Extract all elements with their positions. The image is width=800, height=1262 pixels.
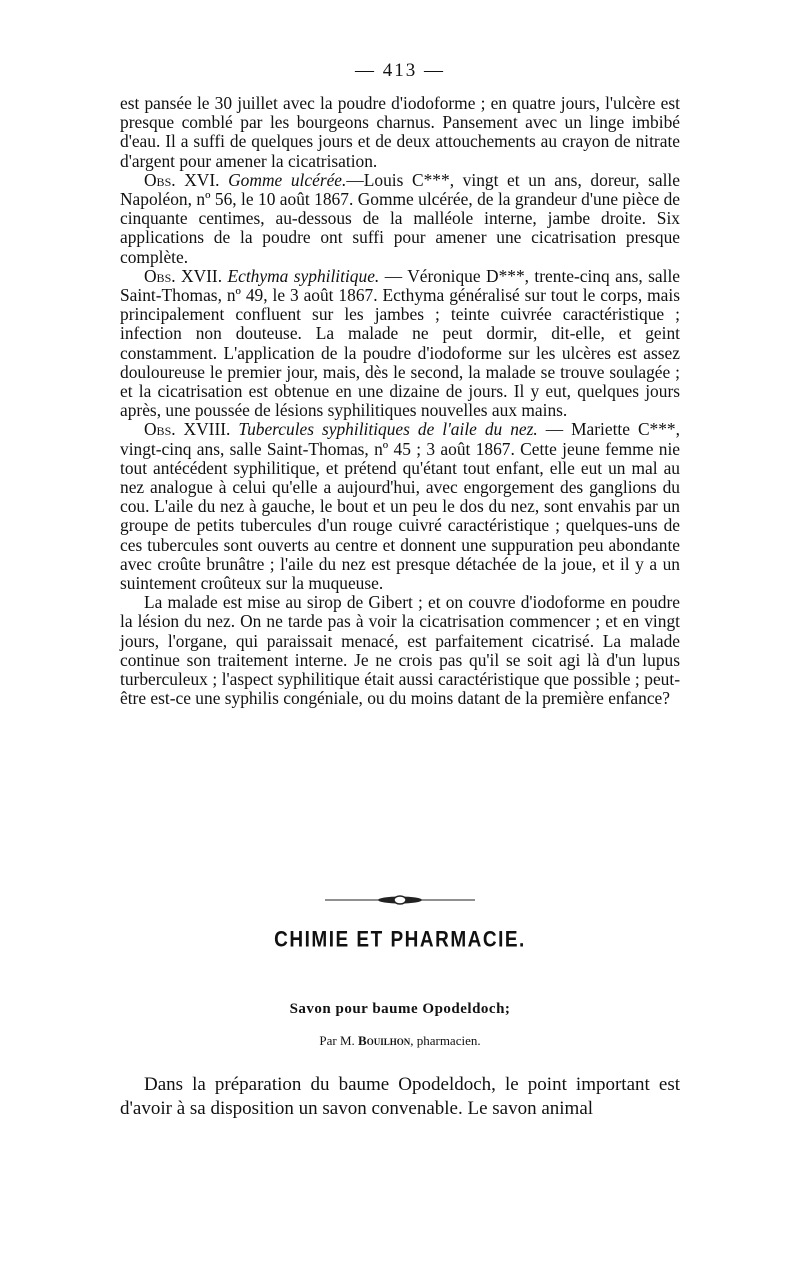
byline	[120, 1033, 680, 1049]
observation-xvi	[120, 171, 680, 267]
observation-heading: Tubercules syphilitiques de l'aile du nez.	[238, 419, 538, 440]
observation-label: Obs. XVII.	[144, 265, 223, 286]
paragraph-text: La malade est mise au sirop de Gibert ; et on couvre d'iodoforme en poudre la lésion du nez. On ne tarde pas à voir la cicatrisation commencer ; et en vingt jours, l'organe, qui paraissait menacé, est parfaitement cicatrisé. La malade continue son traitement interne. Je ne crois pas qu'il se soit agi là d'un lupus turberculeux ; l'aspect syphilitique était aussi caractéristique que possible ; peut-être est-ce une syphilis congéniale, ou du moins datant de la première enfance?	[120, 592, 680, 709]
observation-xviii	[120, 420, 680, 593]
page-number: — 413 —	[355, 60, 445, 81]
paragraph-continuation	[120, 94, 680, 171]
observation-heading: Gomme ulcérée.	[228, 169, 347, 190]
observation-text: —Louis C***, vingt et un ans, doreur, salle Napoléon, nº 56, le 10 août 1867. Gomme ulcérée, de la grandeur d'une pièce de cinquante centimes, au-dessous de la malléole interne, jambe droite. Six applications de la poudre ont suffi pour amener une cicatrisation presque complète.	[120, 169, 680, 267]
paragraph-treatment	[120, 593, 680, 708]
observation-label: Obs. XVIII.	[144, 419, 231, 440]
ornament-divider	[325, 890, 475, 910]
section-title: CHIMIE ET PHARMACIE.	[274, 928, 526, 953]
observation-heading: Ecthyma syphilitique.	[227, 265, 380, 286]
byline-prefix: Par M.	[319, 1033, 355, 1048]
observation-xvii	[120, 267, 680, 421]
closing-text	[120, 1073, 680, 1121]
byline-author: Bouilhon	[358, 1033, 411, 1048]
observation-text: — Mariette C***, vingt-cinq ans, salle Saint-Thomas, nº 45 ; 3 août 1867. Cette jeune femme nie tout antécédent syphilitique, et prétend qu'étant tout enfant, elle eut un mal au nez analogue à celui qu'elle a aujourd'hui, avec engorgement des ganglions du cou. L'aile du nez à gauche, le bout et un peu le dos du nez, sont envahis par un groupe de petits tubercules d'un rouge cuivré caractéristique ; quelques-uns de ces tubercules sont ouverts au centre et donnent une suppuration peu abondante avec croûte brunâtre ; l'aile du nez est presque détachée de la joue, et il y a un suintement croûteux sur la muqueuse.	[120, 419, 680, 594]
paragraph-text: est pansée le 30 juillet avec la poudre d'iodoforme ; en quatre jours, l'ulcère est presque comblé par les bourgeons charnus. Pansement avec un linge imbibé d'eau. Il a suffi de quelques jours et de deux attouchements au crayon de nitrate d'argent pour amener la cicatrisation.	[120, 93, 680, 171]
article-title: Savon pour baume Opodeldoch;	[289, 1001, 511, 1017]
paragraph-opening: Dans la préparation du baume Opodeldoch, le point important est d'avoir à sa disposition un savon convenable. Le savon animal	[120, 1074, 680, 1119]
book-page	[120, 0, 680, 1262]
observation-text: — Véronique D***, trente-cinq ans, salle Saint-Thomas, nº 49, le 3 août 1867. Ecthyma généralisé sur tout le corps, mais principalement confluent sur les jambes ; teinte cuivrée caractéristique ; infection non douteuse. La malade ne peut dormir, dit-elle, et geint constamment. L'application de la poudre d'iodoforme sur les ulcères est assez douloureuse le premier jour, mais, dès le second, la malade se trouve soulagée ; et la cicatrisation est obtenue en une dizaine de jours. Il y eut, quelques jours après, une poussée de lésions syphilitiques nouvelles aux mains.	[120, 265, 680, 421]
observation-label: Obs. XVI.	[144, 169, 220, 190]
byline-suffix: , pharmacien.	[410, 1033, 481, 1048]
observations-text	[120, 94, 680, 709]
